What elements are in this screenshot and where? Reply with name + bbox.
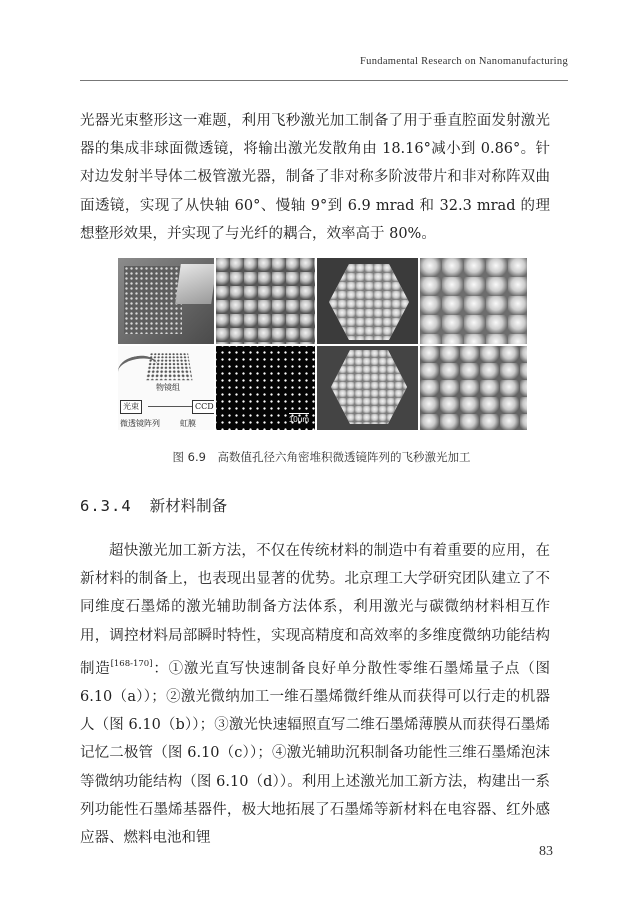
- laser-label: 光束: [120, 400, 142, 414]
- paragraph-2: [80, 537, 550, 852]
- iris-label: 虹膜: [180, 419, 196, 428]
- sem-hexagonal-array-2: [317, 346, 418, 430]
- scale-bar: 10μm: [288, 415, 309, 424]
- sem-hexagonal-closeup: [420, 258, 527, 344]
- imaging-setup-diagram: [118, 346, 214, 430]
- sem-microlens-square-array: [118, 258, 214, 344]
- sem-hexagonal-array: [317, 258, 418, 344]
- sem-hexagonal-closeup-2: [420, 346, 527, 430]
- citation-ref: [168-170]: [110, 658, 153, 669]
- ccd-label: CCD: [192, 400, 214, 414]
- objective-label: 物镜组: [156, 383, 180, 392]
- header-divider: [80, 80, 568, 81]
- page-number: 83: [539, 844, 553, 859]
- focal-spot-array-image: [216, 346, 315, 430]
- section-title: 新材料制备: [149, 497, 228, 515]
- figure-6-9: [118, 258, 527, 430]
- figure-caption: 图 6.9 高数值孔径六角密堆积微透镜阵列的飞秒激光加工: [172, 450, 471, 464]
- running-header: Fundamental Research on Nanomanufacturing: [360, 56, 568, 67]
- paragraph-2-text-a: 超快激光加工新方法，不仅在传统材料的制造中有着重要的应用，在新材料的制备上，也表现出显著的优势。北京理工大学研究团队建立了不同维度石墨烯的激光辅助制备方法体系，利用激光与碳微纳材料相互作用，调控材料局部瞬时特性，实现高精度和高效率的多维度微纳功能结构制造: [80, 543, 550, 677]
- section-heading: [80, 494, 227, 516]
- paragraph-2-text-b: ：①激光直写快速制备良好单分散性零维石墨烯量子点（图 6.10（a））；②激光微纳加工一维石墨烯微纤维从而获得可以行走的机器人（图 6.10（b））；③激光快速辐照直写二维石墨烯薄膜从而获得石墨烯记忆二极管（图 6.10（c））；④激光辅助沉积制备功能性三维石墨烯泡沫等微纳功能结构（图 6.10（d））。利用上述激光加工新方法，构建出一系列功能性石墨烯基器件，极大地拓展了石墨烯等新材料在电容器、红外感应器、燃料电池和锂: [80, 660, 551, 847]
- sem-microlens-closeup: [216, 258, 315, 344]
- microlens-array-label: 微透镜阵列: [120, 419, 160, 428]
- paragraph-1: 光器光束整形这一难题，利用飞秒激光加工制备了用于垂直腔面发射激光器的集成非球面微透镜，将输出激光发散角由 18.16°减小到 0.86°。针对边发射半导体二极管激光器，制备了非对称多阶波带片和非对称阵双曲面透镜，实现了从快轴 60°、慢轴 9°到 6.9 mrad 和 32.3 mrad 的理想整形效果，并实现了与光纤的耦合，效率高于 80%。: [80, 113, 550, 242]
- section-number: 6.3.4: [80, 497, 132, 515]
